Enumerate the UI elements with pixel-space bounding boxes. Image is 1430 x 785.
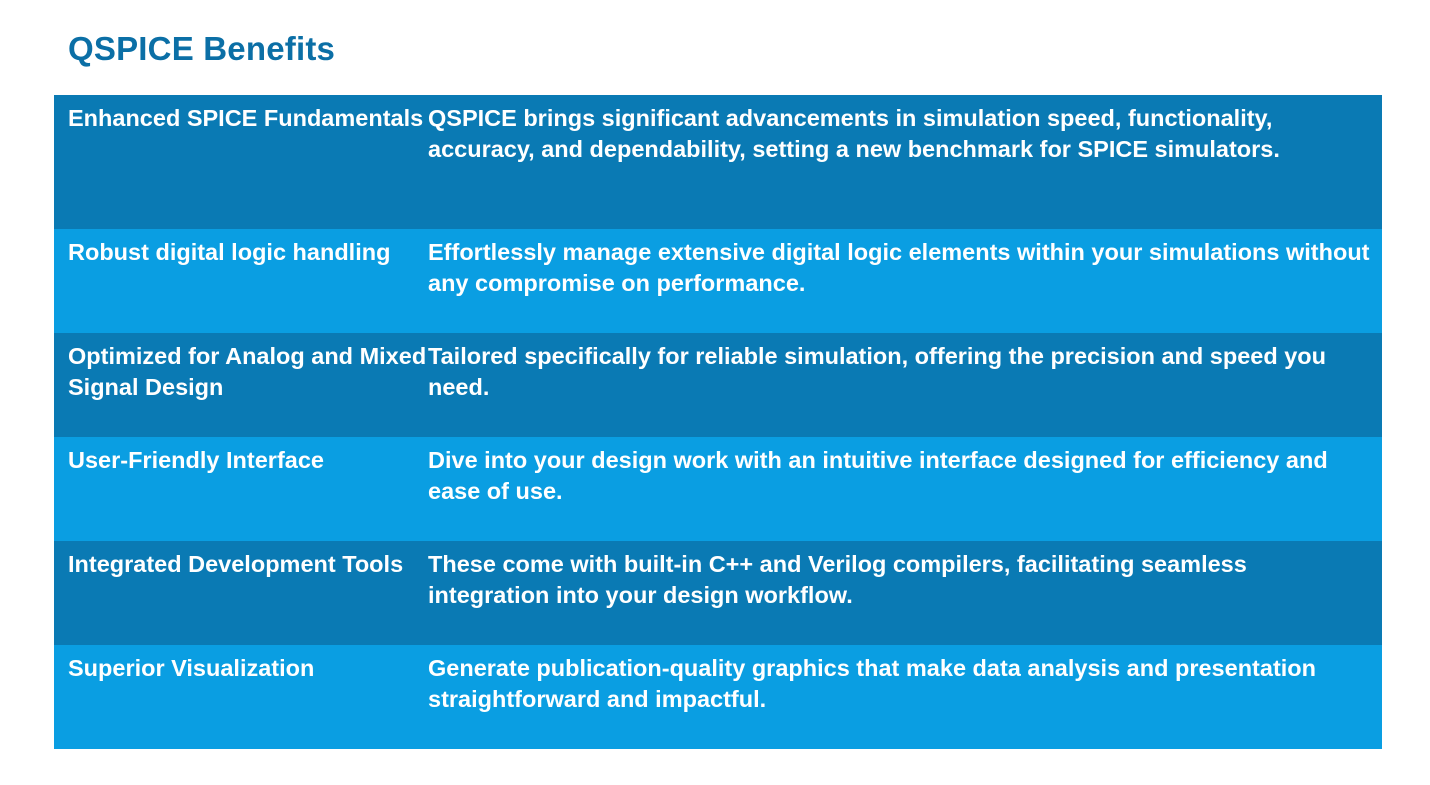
feature-cell: Superior Visualization [68, 655, 315, 681]
table-row [54, 541, 1382, 645]
description-cell: QSPICE brings significant advancements in simulation speed, functionality, accuracy, and dependability, setting a new benchmark for SPICE simulators. [428, 105, 1280, 162]
feature-cell: Optimized for Analog and Mixed Signal Design [68, 343, 427, 400]
feature-cell: Enhanced SPICE Fundamentals [68, 105, 424, 131]
table-row [54, 95, 1382, 229]
feature-cell: User-Friendly Interface [68, 447, 324, 473]
description-cell: Dive into your design work with an intuitive interface designed for efficiency and ease of use. [428, 447, 1328, 504]
page-title: QSPICE Benefits [68, 30, 336, 67]
description-cell: Tailored specifically for reliable simulation, offering the precision and speed you need. [428, 343, 1326, 400]
benefits-table [54, 95, 1382, 749]
table-row [54, 229, 1382, 333]
feature-cell: Integrated Development Tools [68, 551, 404, 577]
table-row [54, 437, 1382, 541]
feature-cell: Robust digital logic handling [68, 239, 391, 265]
description-cell: Generate publication-quality graphics that make data analysis and presentation straightforward and impactful. [428, 655, 1317, 712]
description-cell: Effortlessly manage extensive digital logic elements within your simulations without any compromise on performance. [428, 239, 1370, 296]
table-row [54, 645, 1382, 749]
description-cell: These come with built-in C++ and Verilog compilers, facilitating seamless integration into your design workflow. [428, 551, 1247, 608]
table-row [54, 333, 1382, 437]
